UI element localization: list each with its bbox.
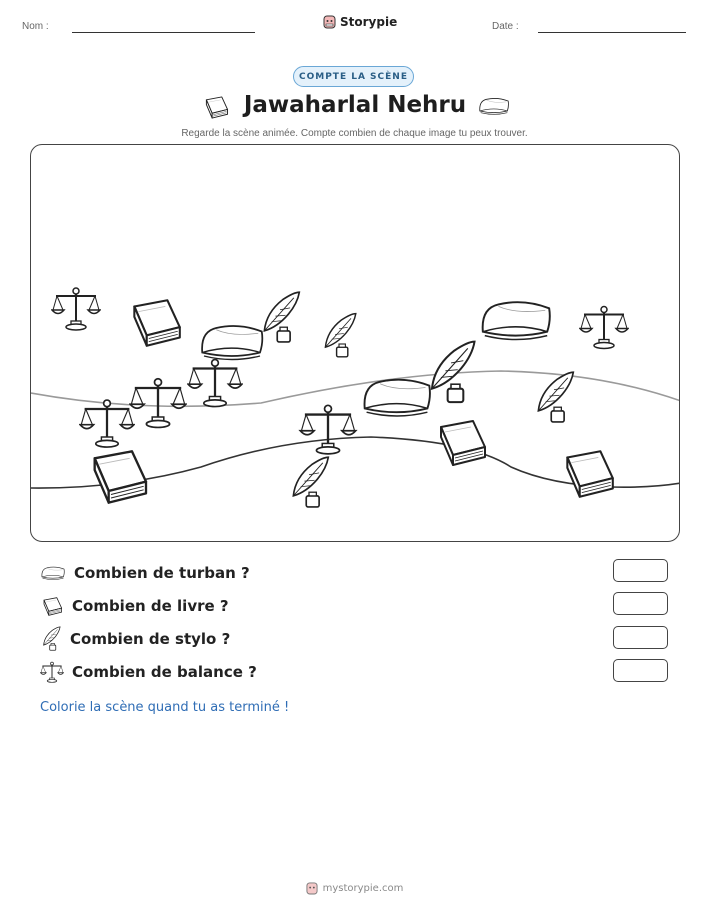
answer-box-turban[interactable] xyxy=(613,559,668,582)
question-text: Combien de balance ? xyxy=(72,663,257,681)
scene-drawing xyxy=(31,145,680,542)
turban-icon xyxy=(40,564,66,582)
answer-box-stylo[interactable] xyxy=(613,626,668,649)
footer-url: mystorypie.com xyxy=(322,882,404,894)
balance-scale-icon xyxy=(40,661,64,683)
question-row-stylo xyxy=(40,627,280,651)
stylo-5 xyxy=(293,457,328,507)
name-line[interactable] xyxy=(72,32,255,33)
quill-pen-icon xyxy=(40,626,62,652)
storypie-mascot-icon xyxy=(323,14,336,29)
livre-4 xyxy=(567,451,612,496)
storypie-logo xyxy=(323,14,397,29)
question-text: Combien de livre ? xyxy=(72,597,229,615)
turban-1 xyxy=(202,326,262,359)
brand-name: Storypie xyxy=(340,14,398,29)
turban-2 xyxy=(483,302,550,339)
storypie-mascot-icon xyxy=(306,881,318,895)
date-line[interactable] xyxy=(538,32,686,33)
balance-3 xyxy=(188,360,242,407)
livre-1 xyxy=(134,300,179,345)
turban-3 xyxy=(365,380,430,416)
footer xyxy=(0,881,709,895)
page-title: Jawaharlal Nehru xyxy=(243,92,467,118)
livre-3 xyxy=(95,451,146,502)
activity-badge: COMPTE LA SCÈNE xyxy=(293,66,414,87)
stylo-1 xyxy=(264,292,299,342)
answer-box-livre[interactable] xyxy=(613,592,668,615)
balance-5 xyxy=(80,400,134,447)
question-text: Combien de stylo ? xyxy=(70,630,231,648)
stylo-2 xyxy=(325,314,355,357)
question-row-turban xyxy=(40,561,280,585)
question-row-livre xyxy=(40,594,280,618)
balance-1 xyxy=(52,288,100,330)
name-label: Nom : xyxy=(22,21,49,32)
question-text: Combien de turban ? xyxy=(74,564,250,582)
date-label: Date : xyxy=(492,21,519,32)
balance-4 xyxy=(130,379,186,428)
stylo-4 xyxy=(538,372,573,422)
book-icon xyxy=(40,596,64,617)
coloring-instruction: Colorie la scène quand tu as terminé ! xyxy=(40,700,290,715)
turban-icon xyxy=(477,96,511,116)
livre-2 xyxy=(441,421,485,465)
balance-2 xyxy=(580,307,628,349)
instructions: Regarde la scène animée. Compte combien de chaque image tu peux trouver. xyxy=(181,128,528,139)
counting-scene xyxy=(30,144,680,542)
answer-box-balance[interactable] xyxy=(613,659,668,682)
balance-6 xyxy=(300,405,355,454)
question-row-balance xyxy=(40,660,280,684)
back-hill-line xyxy=(31,371,680,406)
